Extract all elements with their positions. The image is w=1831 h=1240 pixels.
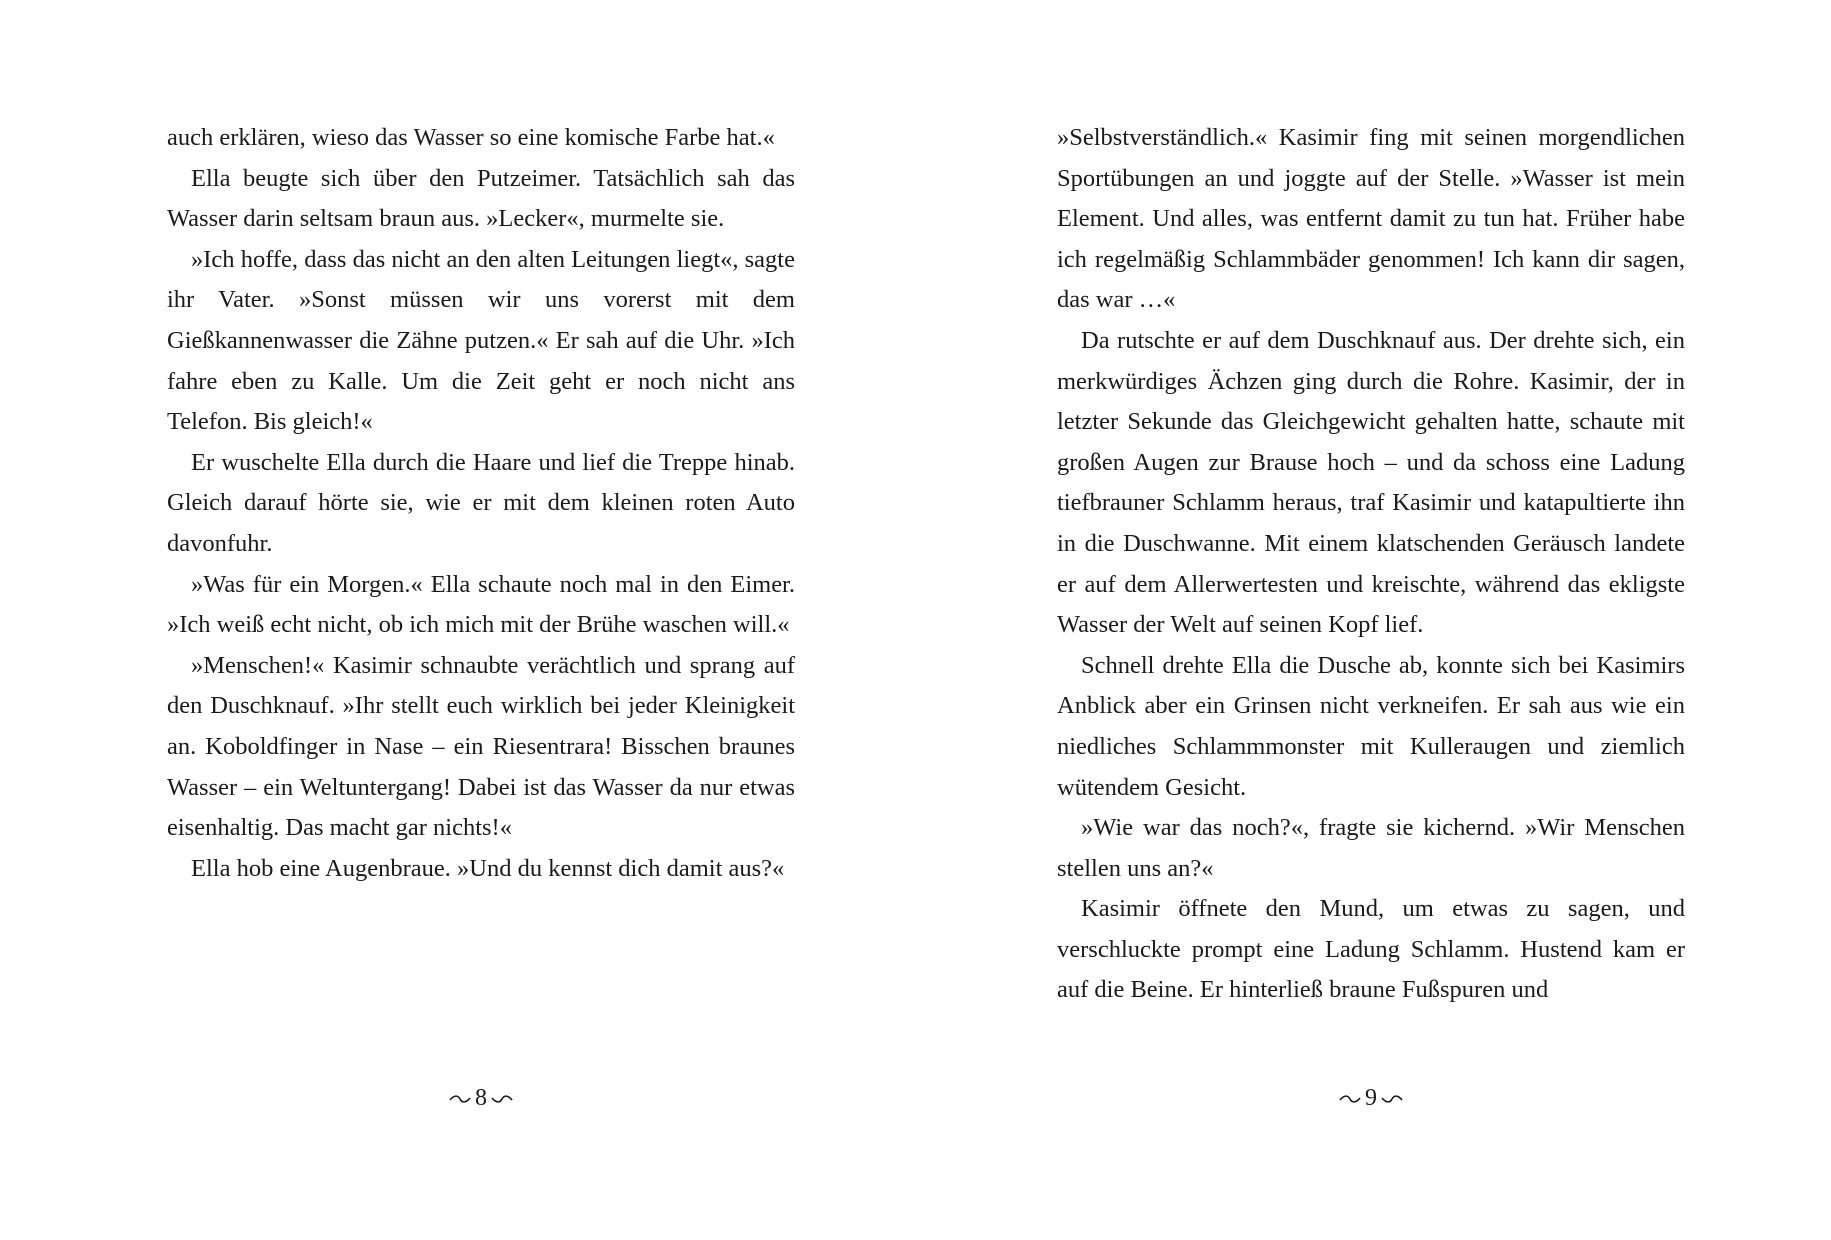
tilde-ornament-icon — [491, 1094, 513, 1104]
paragraph: »Wie war das noch?«, fragte sie kichernd. »Wir Menschen stellen uns an?« — [1057, 814, 1685, 882]
paragraph: »Ich hoffe, dass das nicht an den alten Leitungen liegt«, sagte ihr Vater. »Sonst müssen wir uns vorerst mit dem Gießkannenwasser die Zähne putzen.« Er sah auf die Uhr. »Ich fahre eben zu Kalle. Um die Zeit geht er noch nicht ans Telefon. Bis gleich!« — [167, 245, 795, 436]
page-number: 8 — [475, 1085, 487, 1111]
page-number-left — [381, 1085, 581, 1112]
tilde-ornament-icon — [1381, 1094, 1403, 1104]
page-number: 9 — [1365, 1085, 1377, 1111]
paragraph: Er wuschelte Ella durch die Haare und lief die Treppe hinab. Gleich darauf hörte sie, wie er mit dem kleinen roten Auto davonfuhr. — [167, 448, 795, 557]
paragraph: Kasimir öffnete den Mund, um etwas zu sagen, und verschluckte prompt eine Ladung Schlamm. Hustend kam er auf die Beine. Er hinterließ braune Fußspuren und — [1057, 895, 1685, 1004]
paragraph: »Was für ein Morgen.« Ella schaute noch mal in den Eimer. »Ich weiß echt nicht, ob ich mich mit der Brühe waschen will.« — [167, 570, 795, 639]
paragraph: auch erklären, wieso das Wasser so eine komische Farbe hat.« — [167, 124, 775, 151]
page-number-right — [1271, 1085, 1471, 1112]
paragraph: »Menschen!« Kasimir schnaubte verächtlich und sprang auf den Duschknauf. »Ihr stellt euch wirklich bei jeder Kleinigkeit an. Koboldfinger in Nase – ein Riesentrara! Bisschen braunes Wasser – ein Weltuntergang! Dabei ist das Wasser da nur etwas eisenhaltig. Das macht gar nichts!« — [167, 651, 795, 842]
paragraph: Schnell drehte Ella die Dusche ab, konnte sich bei Kasimirs Anblick aber ein Grinsen nicht verkneifen. Er sah aus wie ein niedliches Schlammmonster mit Kulleraugen und ziemlich wütendem Gesicht. — [1057, 651, 1685, 801]
left-page — [167, 118, 795, 889]
paragraph: »Selbstverständlich.« Kasimir fing mit seinen morgendlichen Sportübungen an und joggte auf der Stelle. »Wasser ist mein Element. Und alles, was entfernt damit zu tun hat. Früher habe ich regelmäßig Schlammbäder genommen! Ich kann dir sagen, das war …« — [1057, 124, 1685, 314]
tilde-ornament-icon — [1339, 1094, 1361, 1104]
tilde-ornament-icon — [449, 1094, 471, 1104]
paragraph: Da rutschte er auf dem Duschknauf aus. Der drehte sich, ein merkwürdiges Ächzen ging durch die Rohre. Kasimir, der in letzter Sekunde das Gleichgewicht gehalten hatte, schaute mit großen Augen zur Brause hoch – und da schoss eine Ladung tiefbrauner Schlamm heraus, traf Kasimir und katapultierte ihn in die Duschwanne. Mit einem klatschenden Geräusch landete er auf dem Allerwertesten und kreischte, während das ekligste Wasser der Welt auf seinen Kopf lief. — [1057, 326, 1685, 639]
paragraph: Ella hob eine Augenbraue. »Und du kennst dich damit aus?« — [191, 854, 785, 882]
paragraph: Ella beugte sich über den Putzeimer. Tatsächlich sah das Wasser darin seltsam braun aus. »Lecker«, murmelte sie. — [167, 164, 795, 233]
right-page — [1057, 118, 1685, 1011]
